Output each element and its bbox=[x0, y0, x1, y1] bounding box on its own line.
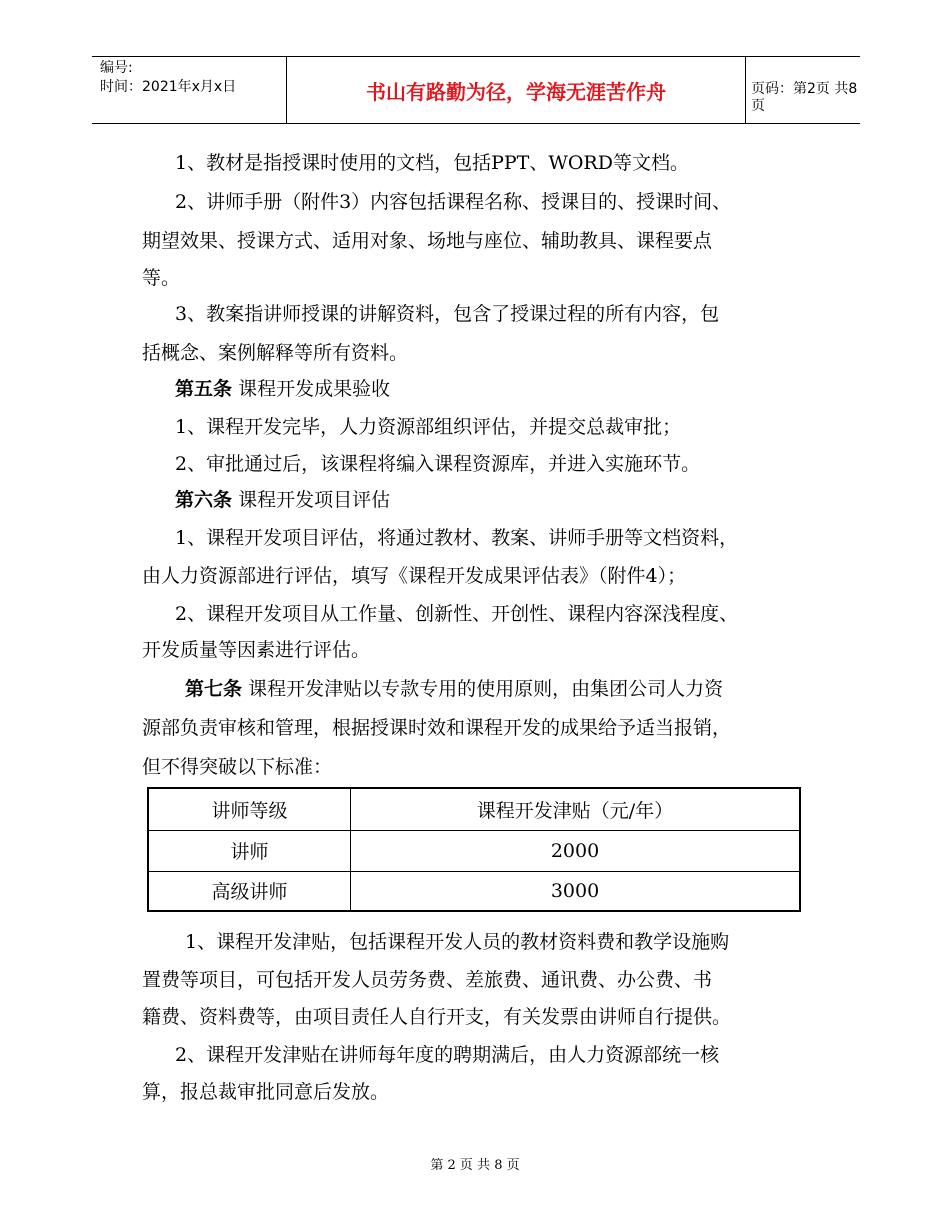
article-heading-7 bbox=[185, 677, 723, 701]
table-header-row bbox=[149, 789, 799, 831]
allowance-table bbox=[147, 787, 801, 912]
paragraph-line: 2、讲师手册（附件3）内容包括课程名称、授课目的、授课时间、 bbox=[175, 191, 732, 213]
paragraph-line: 籍费、资料费等，由项目责任人自行开支，有关发票由讲师自行提供。 bbox=[142, 1006, 732, 1028]
paragraph-line: 1、教材是指授课时使用的文档，包括PPT、WORD等文档。 bbox=[175, 152, 689, 174]
table-header-cell: 课程开发津贴（元/年） bbox=[476, 800, 674, 822]
paragraph-line: 期望效果、授课方式、适用对象、场地与座位、辅助教具、课程要点 bbox=[142, 230, 713, 252]
paragraph-line: 1、课程开发项目评估，将通过教材、教案、讲师手册等文档资料， bbox=[175, 527, 739, 549]
table-row bbox=[149, 871, 799, 910]
table-cell: 讲师 bbox=[149, 830, 351, 871]
article-heading-5 bbox=[175, 377, 390, 401]
table-cell: 2000 bbox=[550, 839, 600, 862]
page-footer: 第 2 页 共 8 页 bbox=[430, 1158, 520, 1173]
header-meta-cell bbox=[92, 57, 286, 123]
table-cell: 3000 bbox=[550, 879, 600, 902]
article-title: 课程开发成果验收 bbox=[238, 378, 391, 400]
paragraph-line: 1、课程开发完毕，人力资源部组织评估，并提交总裁审批； bbox=[175, 416, 682, 438]
article-label: 第五条 bbox=[175, 378, 233, 400]
article-text: 课程开发津贴以专款专用的使用原则，由集团公司人力资 bbox=[248, 678, 724, 700]
paragraph-line: 置费等项目，可包括开发人员劳务费、差旅费、通讯费、办公费、书 bbox=[142, 969, 713, 991]
paragraph-line: 由人力资源部进行评估，填写《课程开发成果评估表》（附件4）； bbox=[142, 565, 687, 587]
paragraph-line: 等。 bbox=[142, 267, 181, 289]
header-motto-cell bbox=[286, 57, 746, 123]
article-label: 第六条 bbox=[175, 489, 233, 511]
table-header-cell: 讲师等级 bbox=[149, 789, 351, 830]
paragraph-line: 开发质量等因素进行评估。 bbox=[142, 639, 371, 661]
article-heading-6 bbox=[175, 488, 390, 512]
paragraph-line: 源部负责审核和管理，根据授课时效和课程开发的成果给予适当报销， bbox=[142, 717, 732, 739]
article-title: 课程开发项目评估 bbox=[238, 489, 391, 511]
paragraph-line: 3、教案指讲师授课的讲解资料，包含了授课过程的所有内容，包 bbox=[175, 303, 720, 325]
document-date: 时间：2021年x月x日 bbox=[100, 79, 237, 95]
table-cell: 高级讲师 bbox=[149, 871, 351, 910]
paragraph-line: 括概念、案例解释等所有资料。 bbox=[142, 342, 409, 364]
page-header bbox=[92, 56, 860, 124]
table-row bbox=[149, 830, 799, 872]
document-number-label: 编号: bbox=[100, 60, 133, 76]
paragraph-line: 2、课程开发项目从工作量、创新性、开创性、课程内容深浅程度、 bbox=[175, 603, 739, 625]
paragraph-line: 2、课程开发津贴在讲师每年度的聘期满后，由人力资源部统一核 bbox=[175, 1044, 720, 1066]
header-page-cell bbox=[745, 57, 860, 123]
paragraph-line: 1、课程开发津贴，包括课程开发人员的教材资料费和教学设施购 bbox=[185, 931, 730, 953]
paragraph-line: 2、审批通过后，该课程将编入课程资源库，并进入实施环节。 bbox=[175, 453, 701, 475]
header-page-number: 页码：第2页 共8页 bbox=[751, 81, 858, 114]
header-motto: 书山有路勤为径，学海无涯苦作舟 bbox=[366, 80, 666, 104]
article-label: 第七条 bbox=[185, 678, 243, 700]
paragraph-line: 算，报总裁审批同意后发放。 bbox=[142, 1081, 390, 1103]
paragraph-line: 但不得突破以下标准： bbox=[142, 756, 333, 778]
